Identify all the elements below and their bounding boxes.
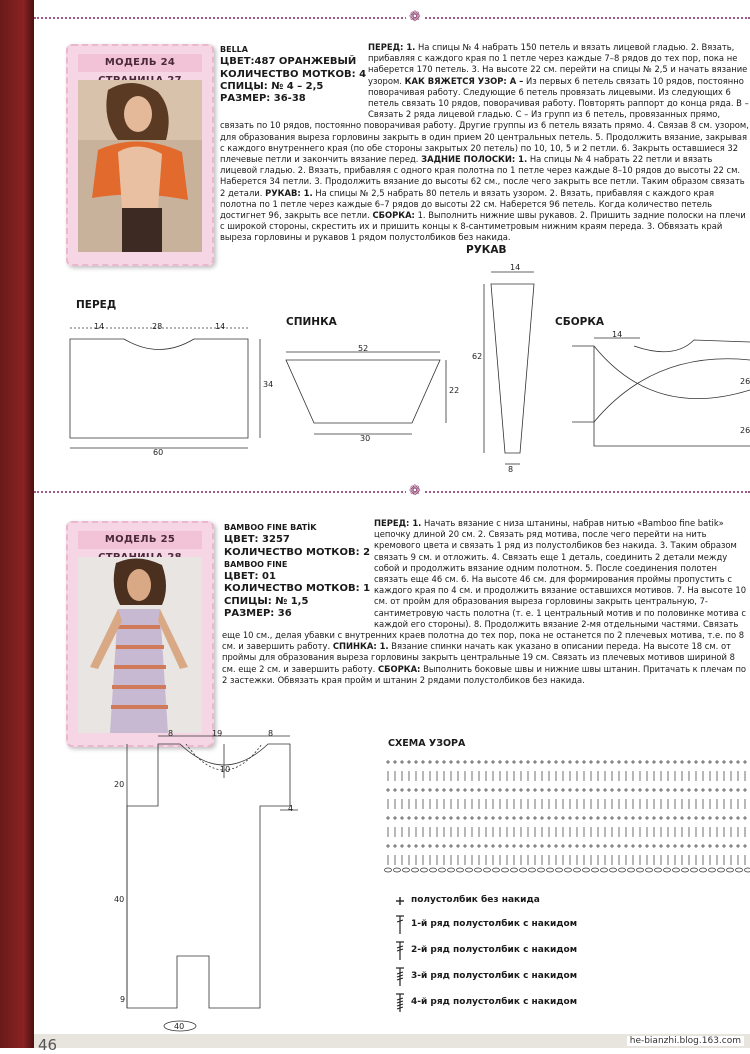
page-spine: [0, 0, 34, 1048]
model-25-photo: [78, 557, 202, 735]
front-diagram-title: ПЕРЕД: [76, 299, 116, 311]
romper-outline: [127, 744, 290, 1008]
garment-size-2: РАЗМЕР: 36: [224, 608, 372, 620]
yarn-brand-1: BAMBOO FINE BATİK: [224, 522, 372, 534]
needle-size: СПИЦЫ: № 4 – 2,5: [220, 81, 368, 93]
front-dim-left: 14: [94, 322, 104, 331]
front-dim-mid: 28: [152, 322, 162, 331]
back-dim-bottom: 30: [360, 434, 370, 443]
legend-label: полустолбик без накида: [411, 895, 540, 905]
model-24-photo: [78, 80, 202, 254]
stitch-symbol-icon: [393, 914, 407, 936]
romper-dim-armhole: 4: [288, 804, 293, 813]
yarn-color-2: ЦВЕТ: 01: [224, 571, 372, 583]
sleeve-dim-height: 62: [472, 352, 482, 361]
sleeve-shape: [491, 284, 534, 453]
skein-count-1: КОЛИЧЕСТВО МОТКОВ: 2: [224, 547, 372, 559]
needle-size-2: СПИЦЫ: № 1,5: [224, 596, 372, 608]
front-text: На спицы № 4 набрать 150 петель и вязать лицевой гладью. 2. Вязать, прибавляя с каждого края по 1 петле через каждые 7–8 рядов до тех пор, пока не наберется 170 петель. 3. На высоте 22 см. перейти на спицы № 2,5 и начать вязание узором.: [368, 42, 747, 86]
legend-label: 2-й ряд полустолбик с накидом: [411, 945, 577, 955]
legend-label: 1-й ряд полустолбик с накидом: [411, 919, 577, 929]
legend-label: 3-й ряд полустолбик с накидом: [411, 971, 577, 981]
model-25-photo-frame: [66, 521, 214, 747]
assembly-dim-right-bottom: 26: [740, 426, 750, 435]
back2-text: Вязание спинки начать как указано в описании переда. На высоте 18 см. от проймы для образования выреза горловины закрыть центральные 19 см. Связать из плечевых мотивов шириной 8 см. еще 2 см. и завершить работу.: [222, 641, 735, 673]
romper-schematic: [100, 726, 320, 1032]
front-dim-right: 14: [215, 322, 225, 331]
model-24-label: МОДЕЛЬ 24: [78, 54, 202, 72]
front-dim-width: 60: [153, 448, 163, 457]
back-strips-heading: ЗАДНИЕ ПОЛОСКИ: 1.: [421, 154, 527, 164]
sleeve-dim-bottom: 8: [508, 465, 513, 474]
front2-heading: ПЕРЕД: 1.: [374, 518, 421, 528]
watermark: he-bianzhi.blog.163.com: [627, 1036, 744, 1046]
skein-count: КОЛИЧЕСТВО МОТКОВ: 4: [220, 69, 368, 81]
sleeve-dim-top: 14: [510, 263, 520, 272]
yarn-brand: BELLA: [220, 44, 368, 56]
model-24-photo-frame: [66, 44, 214, 266]
model-24-schematics: [34, 250, 750, 480]
top-divider: ❁: [34, 12, 750, 24]
model-24-instructions: [220, 42, 750, 258]
romper-dim-middle: 40: [114, 895, 124, 904]
assembly-heading: СБОРКА:: [372, 210, 414, 220]
crochet-pattern-chart: [384, 756, 750, 876]
assembly-strip-1: [572, 346, 750, 399]
romper-dim-shoulder-right: 8: [268, 729, 273, 738]
middle-divider: ❁: [34, 486, 750, 498]
sleeve-diagram-title: РУКАВ: [466, 244, 507, 256]
assembly2-text: Выполнить боковые швы и нижние швы штанин. Притачать к плечам по 2 застежки. Обвязать края пройм и штанин 2 рядами полустолбиков без накида.: [222, 664, 746, 685]
back-dim-height: 22: [449, 386, 459, 395]
skein-count-2: КОЛИЧЕСТВО МОТКОВ: 1: [224, 583, 372, 595]
romper-dim-neck: 19: [212, 729, 222, 738]
back-shape: [286, 360, 440, 423]
assembly2-heading: СБОРКА:: [378, 664, 420, 674]
sleeve-text: На спицы № 2,5 набрать 80 петель и вязать узором. 2. Вязать, прибавляя с каждого края полотна по 1 петле через каждые 6–7 рядов до высоты 22 см. Наберется 96 петель. Когда количество петель достигнет 96, закрыть все петли.: [220, 188, 714, 220]
assembly-text: 1. Выполнить нижние швы рукавов. 2. Пришить задние полоски на плечи с широкой стороны, скрестить их и пришить концы к 8-сантиметровым нижним краям переда. 3. Обвязать край выреза горловины и рукавов 1 рядом полустолбиков без накида.: [220, 210, 746, 242]
back-dim-top: 52: [358, 344, 368, 353]
front-dim-height: 34: [263, 380, 273, 389]
front2-text: Начать вязание с низа штанины, набрав нитью «Bamboo fine batik» цепочку длиной 20 см. 2. Связать ряд мотива, после чего перейти на нить кремового цвета и связать 1 ряд из полустолбиков без накида. 3. Таким образом связать 9 см. и отложить. 4. Связать еще 1 деталь, соединить 2 детали между собой и продолжить вязание одним полотном. 5. После соединения полотен связать еще 46 см. 6. На высоте 46 см. для формирования проймы пропустить с каждого края по 4 см. и продолжить вязание оставшихся мотивов. 7. На высоте 10 см. от пройм для образования выреза горловины закрыть центральную, 7-сантиметровую часть полотна (т. е. 1 центральный мотив и по половинке мотива с каждой его стороны). 8. Продолжить вязание 2-мя отдельными частями. Связать еще 10 см., делая убавки с внутренних краев полотна до тех пор, пока не останется по 2 плечевых мотива, т.е. по 8 см. и завершить работу.: [222, 518, 746, 651]
page-number: 46: [38, 1036, 57, 1054]
garment-size: РАЗМЕР: 36-38: [220, 93, 368, 105]
back-diagram-title: СПИНКА: [286, 316, 337, 328]
assembly-dim-right-top: 26: [740, 377, 750, 386]
romper-dim-upper: 20: [114, 780, 124, 789]
back2-heading: СПИНКА: 1.: [333, 641, 389, 651]
romper-dim-hem: 40: [174, 1022, 184, 1031]
yarn-color: ЦВЕТ:487 ОРАНЖЕВЫЙ: [220, 56, 368, 68]
legend-label: 4-й ряд полустолбик с накидом: [411, 997, 577, 1007]
model-25-instructions: [222, 518, 750, 736]
front-heading: ПЕРЕД: 1.: [368, 42, 415, 52]
pattern-heading: КАК ВЯЖЕТСЯ УЗОР: А –: [405, 76, 524, 86]
assembly-strip-2: [572, 359, 750, 422]
pattern-chart-title: СХЕМА УЗОРА: [388, 738, 465, 749]
model-25-label: МОДЕЛЬ 25: [78, 531, 202, 549]
assembly-dim-top: 14: [612, 330, 622, 339]
stitch-symbol-icon: [393, 940, 407, 962]
pattern-text: Из первых 6 петель связать 10 рядов, постоянно поворачивая работу. Следующие 6 петель провязать лицевыми. Из следующих 6 петель связать 10 рядов, поворачивая работу. Повторять раппорт до конца ряда. В – Связать 2 ряда лицевой гладью. С – Из групп из 6 петель, провязанных прямо, связать по 10 рядов, постоянно поворачивая работу. Другие группы из 6 петель вязать прямо. 4. Связав 8 см. узором, для образования выреза горловины закрыть в один прием 20 центральных петель. 5. Продолжить вязание, закрывая с каждого внутреннего края (по обе стороны закрытых 20 петель) по 10, 10, 5 и 2 петли. 6. Закрыть оставшиеся 32 плечевые петли и закончить вязание перед.: [220, 76, 749, 164]
stitch-symbol-icon: [393, 966, 407, 988]
yarn-color-1: ЦВЕТ: 3257: [224, 534, 372, 546]
romper-dim-leg: 9: [120, 995, 125, 1004]
assembly-diagram-title: СБОРКА: [555, 316, 604, 328]
front-shape: [70, 339, 248, 438]
back-strips-text: На спицы № 4 набрать 22 петли и вязать лицевой гладью. 2. Вязать, прибавляя с одного края полотна по 1 петле через каждые 8–10 рядов до высоты 22 см. Наберется 34 петли. 3. Продолжить вязание до высоты 62 см., после чего закрыть все петли. Таким образом связать 2 детали.: [220, 154, 745, 198]
sleeve-heading: РУКАВ: 1.: [265, 188, 313, 198]
plus-stitch-icon: [393, 890, 407, 912]
stitch-symbol-icon: [393, 992, 407, 1014]
romper-dim-shoulder: 8: [168, 729, 173, 738]
romper-dim-neck-depth: 10: [220, 765, 230, 774]
yarn-brand-2: BAMBOO FINE: [224, 559, 372, 571]
